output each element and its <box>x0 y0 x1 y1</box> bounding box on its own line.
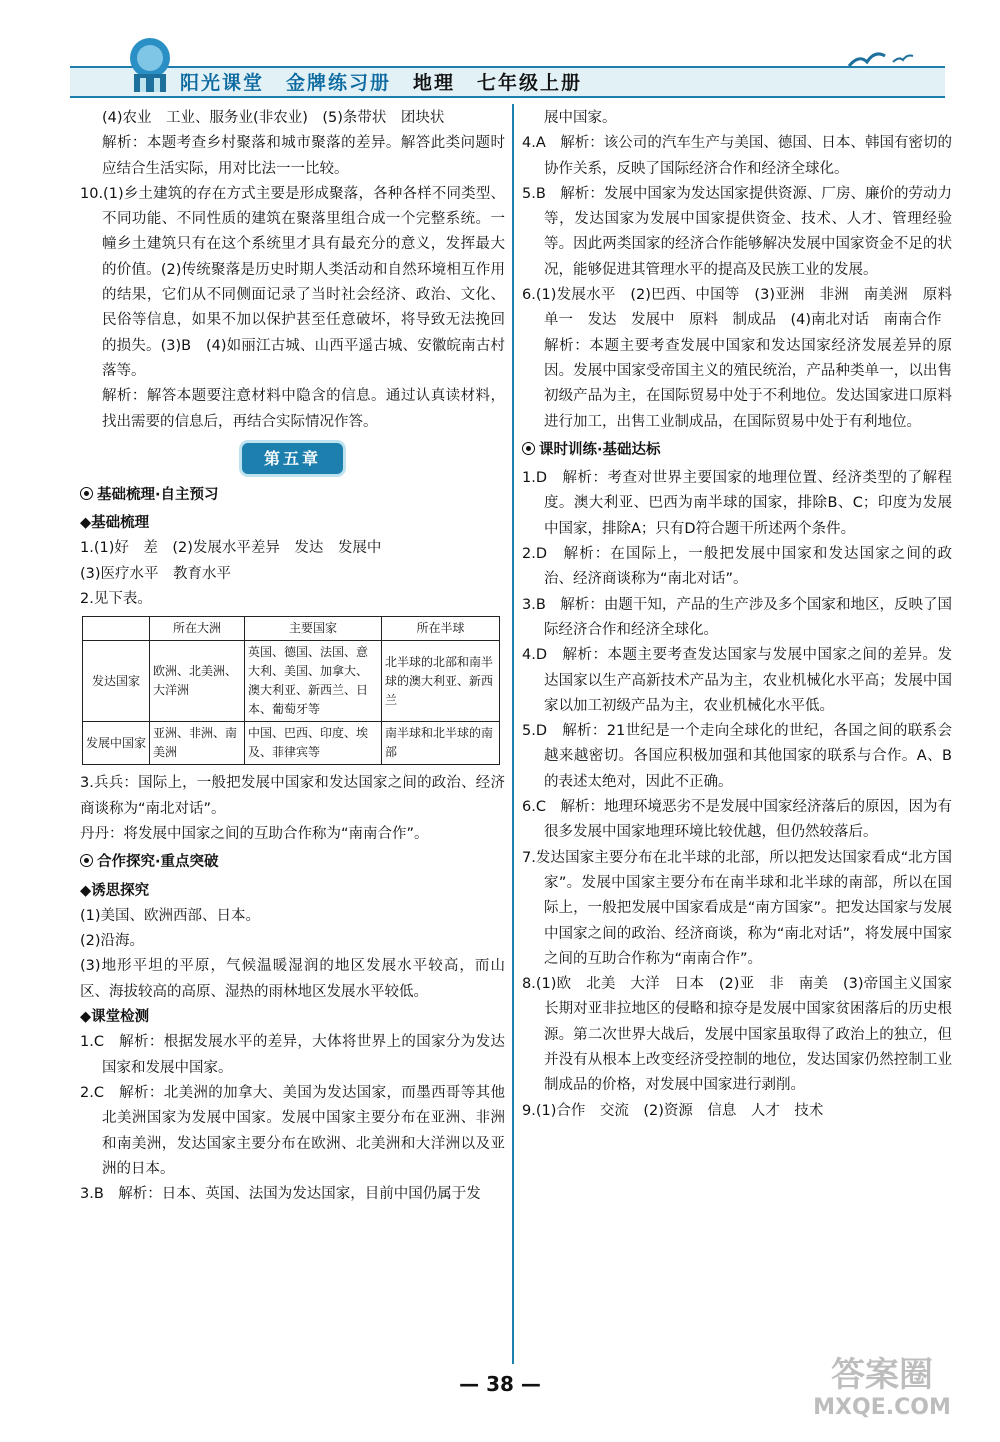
answer-item: 8.(1)欧 北美 大洋 日本 (2)亚 非 南美 (3)帝国主义国家长期对亚非拉地区的侵略和掠夺是发展中国家贫困落后的历史根源。第二次世界大战后，发展中国家虽取得了政治上的独立，但并没有从根本上改变经济受控制的地位，发达国家仍然控制工业制成品的价格，对发展中国家进行剥削。 <box>522 976 952 1094</box>
watermark-logo-icon <box>782 1346 982 1422</box>
answer-q10: 10.(1)乡土建筑的存在方式主要是形成聚落，各种各样不同类型、不同功能、不同性质的建筑在聚落里组合成一个完整系统。一幢乡土建筑只有在这个系统里才具有最充分的意义，发挥最大的价值。(2)传统聚落是历史时期人类活动和自然环境相互作用的结果，它们从不同侧面记录了当时社会经济、政治、文化、民俗等信息，如果不加以保护甚至任意破坏，将导致无法挽回的损失。(3)B (4)如丽江古城、山西平遥古城、安徽皖南古村落等。 <box>80 185 505 379</box>
watermark-text: 答案圈 <box>831 1355 933 1395</box>
answer-item: 7.发达国家主要分布在北半球的北部，所以把发达国家看成“北方国家”。发展中国家主要分布在南半球和北半球的南部，所以在国际上，一般把发展中国家看成是“南方国家”。把发达国家与发展中国家之间的政治、经济商谈，称为“南北对话”，将发展中国家之间的互助合作称为“南南合作”。 <box>522 849 952 967</box>
answer-item: 6.(1)发展水平 (2)巴西、中国等 (3)亚洲 非洲 南美洲 原料 单一 发达 发展中 原料 制成品 (4)南北对话 南南合作 <box>522 287 967 329</box>
answer-item: 5.D 解析：21世纪是一个走向全球化的世纪，各国之间的联系会越来越密切。各国应积极加强和其他国家的联系与合作。A、B的表述太绝对，因此不正确。 <box>522 723 952 790</box>
table-cell: 北半球的北部和南半球的澳大利亚、新西兰 <box>382 641 500 722</box>
grade-name: 七年级上册 <box>477 72 583 94</box>
table-cell: 亚洲、非洲、南美洲 <box>150 722 245 765</box>
analysis-text: 解析：本题考查乡村聚落和城市聚落的差异。解答此类问题时应结合生活实际，用对比法一一比较。 <box>102 135 505 177</box>
answer-line: (3)地形平坦的平原，气候温暖湿润的地区发展水平较高，而山区、海拔较高的高原、湿热的雨林地区发展水平较低。 <box>80 958 505 1000</box>
answer-item: 3.B 解析：日本、英国、法国为发达国家，目前中国仍属于发 <box>80 1186 481 1203</box>
chapter-badge <box>80 443 505 477</box>
analysis-text: 解析：本题主要考查发展中国家和发达国家经济发展差异的原因。发展中国家受帝国主义的殖民统治，产品种类单一，以出售初级产品为主，在国际贸易中处于不利地位。发达国家进口原料进行加工，出售工业制成品，在国际贸易中处于有利地位。 <box>544 337 952 430</box>
chapter-title: 第五章 <box>242 443 343 474</box>
table-row <box>83 641 500 722</box>
subsection-title: ◆诱思探究 <box>80 882 150 899</box>
answer-item: 3.B 解析：由题干知，产品的生产涉及多个国家和地区，反映了国际经济合作和经济全球化。 <box>522 596 952 638</box>
answer-line: 3.兵兵：国际上，一般把发展中国家和发达国家之间的政治、经济商谈称为“南北对话”。 <box>80 775 505 817</box>
right-column <box>522 106 967 1124</box>
subsection-title: ◆基础梳理 <box>80 515 150 532</box>
header-title <box>180 68 582 95</box>
table-header-cell <box>83 617 150 641</box>
table-cell: 中国、巴西、印度、埃及、菲律宾等 <box>245 722 382 765</box>
table-cell: 发展中国家 <box>83 722 150 765</box>
table-cell: 南半球和北半球的南部 <box>382 722 500 765</box>
answer-line: (4)农业 工业、服务业(非农业) (5)条带状 团块状 <box>102 110 445 126</box>
section-bullet-icon <box>522 442 535 455</box>
country-table <box>82 616 500 765</box>
brand-name: 阳光课堂 <box>180 72 265 94</box>
section-bullet-icon <box>80 487 93 500</box>
table-header-row <box>83 617 500 641</box>
subsection-title: ◆课堂检测 <box>80 1009 150 1026</box>
birds-icon <box>845 40 925 76</box>
watermark-url: MXQE.COM <box>813 1395 951 1420</box>
answer-item: 1.C 解析：根据发展水平的差异，大体将世界上的国家分为发达国家和发展中国家。 <box>80 1034 505 1076</box>
table-row <box>83 722 500 765</box>
answer-line: 丹丹：将发展中国家之间的互助合作称为“南南合作”。 <box>80 825 429 842</box>
section-title: 课时训练·基础达标 <box>539 441 661 458</box>
section-heading <box>80 483 505 508</box>
page-number: — 38 — <box>459 1372 541 1396</box>
workbook-name: 金牌练习册 <box>286 72 392 94</box>
left-column <box>80 106 505 1207</box>
answer-item: 4.D 解析：本题主要考查发达国家与发展中国家之间的差异。发达国家以生产高新技术产品为主，农业机械化水平高；发展中国家以加工初级产品为主，农业机械化水平低。 <box>522 647 952 714</box>
table-header-cell: 所在大洲 <box>150 617 245 641</box>
answer-item: 5.B 解析：发展中国家为发达国家提供资源、厂房、廉价的劳动力等，发达国家为发展中国家提供资金、技术、人才、管理经验等。因此两类国家的经济合作能够解决发展中国家资金不足的状况，能够促进其管理水平的提高及民族工业的发展。 <box>522 185 952 278</box>
section-heading <box>522 438 952 463</box>
section-title: 合作探究·重点突破 <box>97 854 219 871</box>
section-title: 基础梳理·自主预习 <box>97 486 219 503</box>
table-cell: 英国、德国、法国、意大利、美国、加拿大、澳大利亚、新西兰、日本、葡萄牙等 <box>245 641 382 722</box>
sunshine-classroom-logo-icon <box>120 34 180 96</box>
answer-item: 4.A 解析：该公司的汽车生产与美国、德国、日本、韩国有密切的协作关系，反映了国际经济合作和经济全球化。 <box>522 135 952 177</box>
section-heading <box>80 850 505 875</box>
column-divider <box>512 104 514 1364</box>
section-bullet-icon <box>80 854 93 867</box>
answer-item: 2.C 解析：北美洲的加拿大、美国为发达国家，而墨西哥等其他北美洲国家为发展中国家。发展中国家主要分布在亚洲、非洲和南美洲，发达国家主要分布在欧洲、北美洲和大洋洲以及亚洲的日本。 <box>80 1084 505 1177</box>
table-cell: 欧洲、北美洲、大洋洲 <box>150 641 245 722</box>
answer-item: 6.C 解析：地理环境恶劣不是发展中国家经济落后的原因，因为有很多发展中国家地理环境比较优越，但仍然较落后。 <box>522 799 952 841</box>
table-header-cell: 所在半球 <box>382 617 500 641</box>
answer-continuation: 展中国家。 <box>544 110 617 126</box>
subject-name: 地理 <box>413 72 456 94</box>
answer-line: 2.见下表。 <box>80 591 152 608</box>
table-header-cell: 主要国家 <box>245 617 382 641</box>
page-header <box>70 32 945 98</box>
answer-item: 9.(1)合作 交流 (2)资源 信息 人才 技术 <box>522 1102 824 1119</box>
answer-item: 1.D 解析：考查对世界主要国家的地理位置、经济类型的了解程度。澳大利亚、巴西为南半球的国家，排除B、C；印度为发展中国家，排除A；只有D符合题干所述两个条件。 <box>522 470 952 537</box>
answer-line: (1)美国、欧洲西部、日本。 <box>80 907 261 924</box>
answer-line: 1.(1)好 差 (2)发展水平差异 发达 发展中 <box>80 540 382 557</box>
analysis-q10: 解析：解答本题要注意材料中隐含的信息。通过认真读材料，找出需要的信息后，再结合实际情况作答。 <box>102 388 505 430</box>
answer-line: (2)沿海。 <box>80 933 145 950</box>
answer-item: 2.D 解析：在国际上，一般把发展中国家和发达国家之间的政治、经济商谈称为“南北对话”。 <box>522 546 952 588</box>
answer-line: (3)医疗水平 教育水平 <box>80 565 232 582</box>
table-cell: 发达国家 <box>83 641 150 722</box>
